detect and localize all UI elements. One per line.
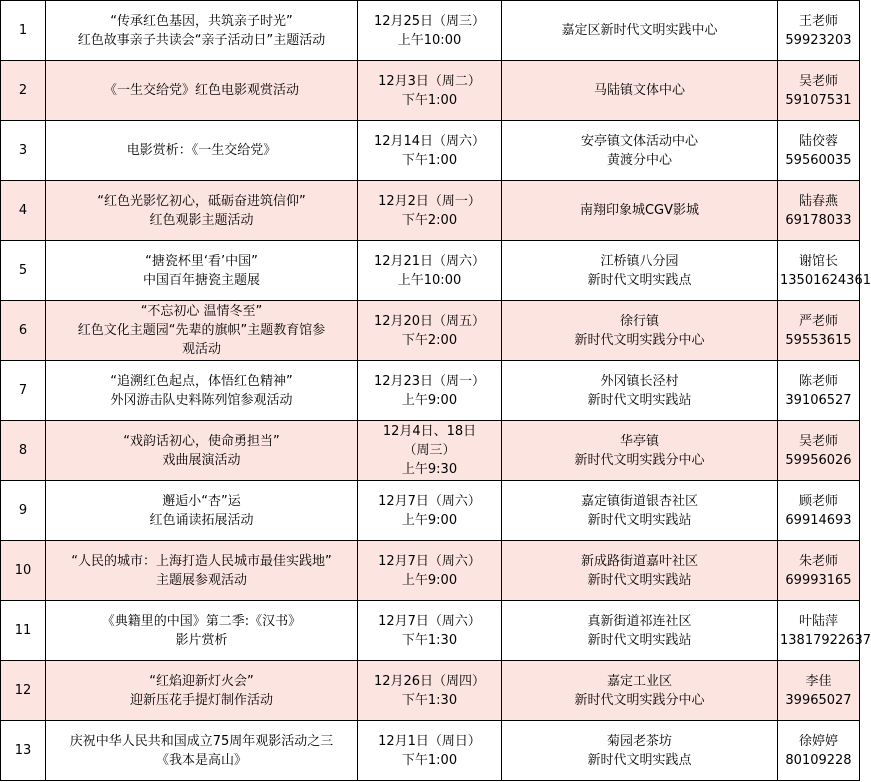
- activity-contact-line: 陈老师: [798, 373, 838, 389]
- activity-venue-line: 江桥镇八分园: [600, 253, 679, 269]
- activity-time-cell: [358, 241, 502, 301]
- activity-contact-line: 严老师: [798, 313, 838, 329]
- activity-title-line: 迎新压花手提灯制作活动: [129, 692, 273, 708]
- table-row: [1, 1, 860, 61]
- activity-venue-line: 外冈镇长泾村: [600, 373, 679, 389]
- activity-time-cell: [358, 601, 502, 661]
- activity-contact-line: 13501624361: [780, 272, 871, 288]
- table-body: [1, 1, 871, 781]
- activity-venue-cell: [502, 241, 778, 301]
- activity-venue-line: 新时代文明实践站: [587, 632, 692, 648]
- activity-time-cell: [358, 661, 502, 721]
- table-row: [1, 181, 860, 241]
- activity-venue-line: 新成路街道嘉叶社区: [580, 553, 698, 569]
- activity-time-line: 12月21日（周六）: [373, 253, 486, 269]
- activity-title-cell: [46, 541, 358, 601]
- activity-time-line: 上午9:00: [401, 392, 458, 408]
- activity-time-line: 下午1:00: [401, 152, 458, 168]
- row-number-cell: 2: [1, 61, 46, 121]
- activity-venue-line: 嘉定工业区: [606, 673, 672, 689]
- activity-contact-cell: [778, 661, 860, 721]
- activity-title-line: 影片赏析: [175, 632, 228, 648]
- activity-time-cell: [358, 61, 502, 121]
- activity-venue-cell: [502, 61, 778, 121]
- activity-time-line: 12月2日（周一）: [378, 193, 481, 209]
- activity-time-line: 12月7日（周六）: [378, 493, 481, 509]
- table-row: [1, 121, 860, 181]
- activity-venue-cell: [502, 661, 778, 721]
- activity-time-line: 12月1日（周日）: [378, 733, 481, 749]
- row-number-cell: 12: [1, 661, 46, 721]
- table-row: [1, 421, 860, 481]
- activity-venue-line: 徐行镇: [619, 313, 659, 329]
- activity-contact-cell: [778, 301, 860, 361]
- table-row: [1, 61, 860, 121]
- activity-title-line: 红色文化主题园“先辈的旗帜”主题教育馆参: [77, 323, 326, 338]
- activity-time-cell: [358, 361, 502, 421]
- activity-contact-line: 69178033: [785, 212, 852, 228]
- activity-time-line: 下午1:00: [401, 752, 458, 768]
- activity-contact-line: 徐婷婷: [798, 733, 838, 749]
- activity-venue-cell: [502, 1, 778, 61]
- activity-venue-line: 新时代文明实践站: [587, 392, 692, 408]
- activity-contact-line: 59923203: [785, 32, 852, 48]
- activity-contact-line: 叶陆萍: [798, 613, 838, 629]
- activity-time-line: 上午10:00: [397, 272, 462, 288]
- activity-contact-cell: [778, 421, 860, 481]
- activity-contact-line: 李佳: [805, 673, 832, 689]
- activity-time-cell: [358, 181, 502, 241]
- activity-contact-line: 59107531: [785, 92, 852, 108]
- activity-time-cell: [358, 301, 502, 361]
- activity-title-line: 《一生交给党》红色电影观赏活动: [103, 83, 299, 98]
- activity-title-cell: [46, 301, 358, 361]
- activity-venue-cell: [502, 481, 778, 541]
- activity-title-line: 外冈游击队史料陈列馆参观活动: [110, 392, 293, 408]
- activity-title-cell: [46, 421, 358, 481]
- activity-venue-line: 新时代文明实践分中心: [574, 452, 705, 468]
- activity-time-line: 上午9:30: [401, 462, 458, 477]
- table-row: [1, 301, 860, 361]
- row-number-cell: 7: [1, 361, 46, 421]
- activity-venue-line: 华亭镇: [619, 433, 659, 449]
- activity-title-cell: [46, 721, 358, 781]
- activity-contact-line: 59956026: [785, 452, 852, 468]
- table-row: [1, 361, 860, 421]
- row-number-cell: 5: [1, 241, 46, 301]
- activity-venue-line: 南翔印象城CGV影城: [579, 203, 700, 218]
- activity-contact-cell: [778, 181, 860, 241]
- activity-time-line: 下午2:00: [401, 332, 458, 348]
- activity-contact-line: 69993165: [785, 572, 852, 588]
- activity-time-line: 下午2:00: [401, 212, 458, 228]
- activity-title-cell: [46, 1, 358, 61]
- activity-contact-line: 吴老师: [798, 73, 838, 89]
- activity-title-line: 主题展参观活动: [155, 572, 247, 588]
- activity-contact-line: 39965027: [785, 692, 852, 708]
- activity-title-line: 庆祝中华人民共和国成立75周年观影活动之三: [69, 733, 334, 749]
- activity-time-cell: [358, 481, 502, 541]
- activity-contact-cell: [778, 61, 860, 121]
- activity-time-line: 下午1:00: [401, 92, 458, 108]
- row-number-cell: 6: [1, 301, 46, 361]
- activity-contact-line: 吴老师: [798, 433, 838, 449]
- activity-title-cell: [46, 241, 358, 301]
- activity-venue-line: 黄渡分中心: [606, 152, 672, 168]
- activity-venue-line: 新时代文明实践站: [587, 572, 692, 588]
- activity-contact-line: 顾老师: [798, 493, 838, 509]
- activity-venue-line: 马陆镇文体中心: [593, 83, 685, 98]
- row-number-cell: 10: [1, 541, 46, 601]
- activity-contact-line: 69914693: [785, 512, 852, 528]
- activity-contact-cell: [778, 601, 871, 661]
- activity-time-line: 上午9:00: [401, 512, 458, 528]
- activity-contact-cell: [778, 361, 860, 421]
- activity-time-line: 12月25日（周三）: [373, 13, 486, 29]
- activity-contact-cell: [778, 241, 871, 301]
- activity-title-cell: [46, 481, 358, 541]
- activity-title-line: “不忘初心 温情冬至”: [140, 304, 263, 319]
- row-number-cell: 13: [1, 721, 46, 781]
- row-number-cell: 1: [1, 1, 46, 61]
- activity-title-line: 中国百年搪瓷主题展: [142, 272, 260, 288]
- activity-venue-line: 新时代文明实践站: [587, 512, 692, 528]
- activity-time-line: 12月26日（周四）: [373, 673, 486, 689]
- activity-title-line: 红色观影主题活动: [149, 212, 254, 228]
- activity-title-line: “红色光影忆初心，砥砺奋进筑信仰”: [97, 193, 306, 209]
- activity-venue-line: 嘉定镇街道银杏社区: [580, 493, 698, 509]
- activity-time-line: 上午10:00: [397, 32, 462, 48]
- activity-title-line: “人民的城市：上海打造人民城市最佳实践地”: [71, 553, 332, 569]
- table-row: [1, 601, 860, 661]
- activity-venue-cell: [502, 121, 778, 181]
- activity-title-cell: [46, 61, 358, 121]
- activity-venue-line: 新时代文明实践分中心: [574, 332, 705, 348]
- activity-contact-line: 陆春燕: [798, 193, 838, 209]
- row-number-cell: 4: [1, 181, 46, 241]
- table-row: [1, 481, 860, 541]
- activity-venue-line: 安亭镇文体活动中心: [580, 133, 698, 149]
- activity-time-cell: [358, 1, 502, 61]
- activity-time-line: 12月20日（周五）: [373, 313, 486, 329]
- activity-contact-cell: [778, 481, 860, 541]
- activity-title-line: “戏韵话初心，使命勇担当”: [123, 433, 280, 449]
- activity-title-cell: [46, 601, 358, 661]
- activity-contact-cell: [778, 721, 860, 781]
- activity-venue-cell: [502, 541, 778, 601]
- activity-contact-line: 陆佼蓉: [798, 133, 838, 149]
- activity-time-line: 下午1:30: [401, 632, 458, 648]
- activity-title-cell: [46, 181, 358, 241]
- activity-time-cell: [358, 721, 502, 781]
- activity-title-line: 《我本是高山》: [155, 752, 247, 768]
- activity-time-cell: [358, 121, 502, 181]
- activity-contact-line: 59553615: [785, 332, 852, 348]
- activity-time-line: 12月7日（周六）: [378, 613, 481, 629]
- activity-time-line: 上午9:00: [401, 572, 458, 588]
- activity-title-line: 电影赏析：《一生交给党》: [126, 143, 277, 158]
- activity-contact-cell: [778, 541, 860, 601]
- activity-title-cell: [46, 661, 358, 721]
- activity-venue-line: 新时代文明实践点: [587, 752, 692, 768]
- activity-time-line: 12月23日（周一）: [373, 373, 486, 389]
- table-row: [1, 541, 860, 601]
- activity-venue-line: 嘉定区新时代文明实践中心: [561, 23, 718, 38]
- activity-venue-line: 真新街道祁连社区: [587, 613, 692, 629]
- activity-contact-line: 80109228: [785, 752, 852, 768]
- activity-title-line: “搪瓷杯里‘看’中国”: [145, 253, 258, 269]
- activity-title-line: 观活动: [181, 342, 221, 357]
- activity-title-cell: [46, 361, 358, 421]
- activity-time-line: 下午1:30: [401, 692, 458, 708]
- activity-contact-line: 王老师: [798, 13, 838, 29]
- activity-time-cell: [358, 421, 502, 481]
- activity-venue-cell: [502, 301, 778, 361]
- activity-title-line: “传承红色基因，共筑亲子时光”: [110, 13, 293, 29]
- activity-time-line: 12月14日（周六）: [373, 133, 486, 149]
- activity-contact-line: 13817922637: [780, 632, 871, 648]
- activity-title-line: 戏曲展演活动: [162, 452, 241, 468]
- activity-venue-line: 新时代文明实践分中心: [574, 692, 705, 708]
- activity-venue-cell: [502, 421, 778, 481]
- activity-time-line: 12月7日（周六）: [378, 553, 481, 569]
- activity-title-line: 红色诵读拓展活动: [149, 512, 254, 528]
- row-number-cell: 3: [1, 121, 46, 181]
- activity-title-line: 《典籍里的中国》第二季:《汉书》: [101, 613, 302, 629]
- activity-time-line: （周三）: [403, 443, 456, 458]
- activity-venue-cell: [502, 601, 778, 661]
- row-number-cell: 9: [1, 481, 46, 541]
- table-row: [1, 661, 860, 721]
- activity-title-line: “追溯红色起点，体悟红色精神”: [110, 373, 293, 389]
- activity-title-line: 邂逅小“杏”运: [162, 493, 241, 509]
- activity-venue-line: 新时代文明实践点: [587, 272, 692, 288]
- activity-title-cell: [46, 121, 358, 181]
- activity-contact-cell: [778, 121, 860, 181]
- table-row: [1, 721, 860, 781]
- activity-contact-line: 59560035: [785, 152, 852, 168]
- activity-time-cell: [358, 541, 502, 601]
- activity-contact-line: 朱老师: [798, 553, 838, 569]
- activity-contact-line: 谢馆长: [798, 253, 838, 269]
- activity-contact-cell: [778, 1, 860, 61]
- activity-title-line: “红焰迎新灯火会”: [149, 673, 254, 689]
- row-number-cell: 11: [1, 601, 46, 661]
- activity-venue-cell: [502, 361, 778, 421]
- activity-venue-cell: [502, 721, 778, 781]
- table-row: [1, 241, 860, 301]
- activity-title-line: 红色故事亲子共读会“亲子活动日”主题活动: [77, 32, 326, 48]
- activity-time-line: 12月3日（周二）: [378, 73, 481, 89]
- activity-contact-line: 39106527: [785, 392, 852, 408]
- row-number-cell: 8: [1, 421, 46, 481]
- activity-venue-line: 菊园老茶坊: [606, 733, 672, 749]
- activity-time-line: 12月4日、18日: [382, 424, 477, 439]
- activity-venue-cell: [502, 181, 778, 241]
